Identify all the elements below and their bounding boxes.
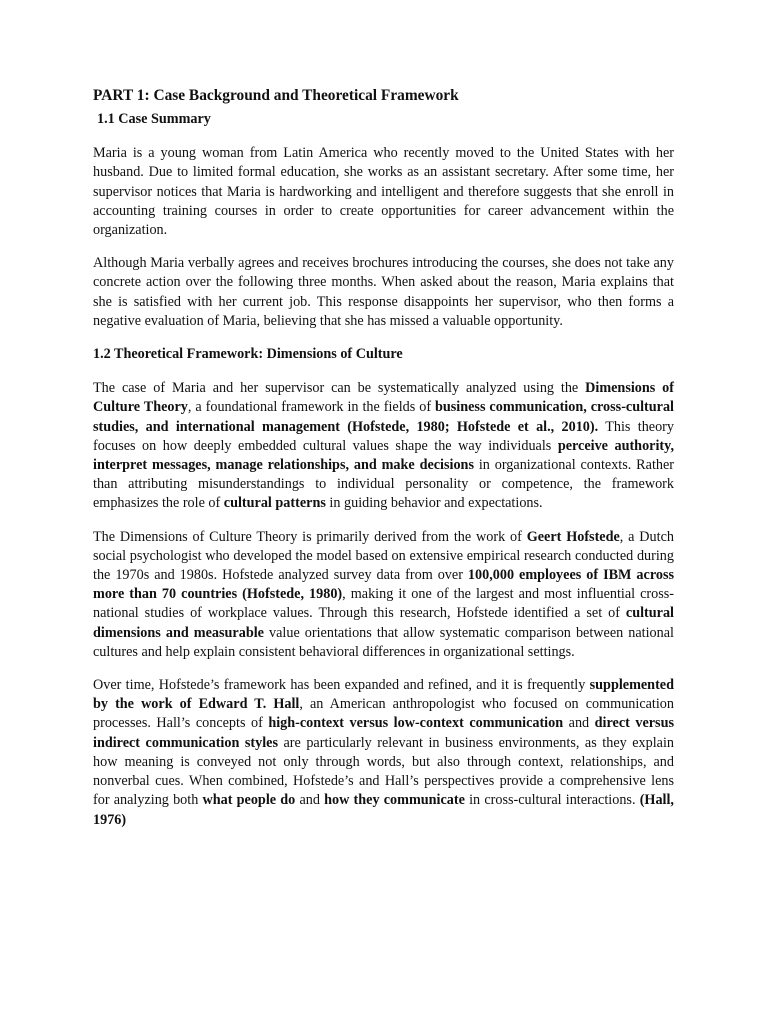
text-run: and bbox=[563, 715, 595, 732]
part-title: PART 1: Case Background and Theoretical Framework bbox=[93, 87, 459, 104]
bold-run: Geert Hofstede bbox=[526, 528, 620, 545]
bold-run: cultural patterns bbox=[223, 495, 326, 512]
bold-run: high-context versus low-context communication bbox=[268, 715, 564, 732]
text-run: The case of Maria and her supervisor can be systematically analyzed using the bbox=[93, 380, 586, 397]
paragraph-hofstede-origin bbox=[93, 528, 674, 662]
section-heading-case-summary: 1.1 Case Summary bbox=[97, 111, 211, 127]
paragraph-theory-overview bbox=[93, 379, 674, 513]
bold-run: Dimensions of Culture Theory bbox=[93, 380, 674, 416]
text-run: and bbox=[295, 792, 325, 809]
bold-run: 100,000 employees of IBM across more than 70 countries (Hofstede, 1980) bbox=[93, 567, 674, 603]
paragraph-case-outcome: Although Maria verbally agrees and receives brochures introducing the courses, she does not take any concrete action over the following three months. When asked about the reason, Maria explains that she is satisfied with her current job. This response disappoints her supervisor, who then forms a negative evaluation of Maria, believing that she has missed a valuable opportunity. bbox=[93, 255, 674, 329]
bold-run: direct versus indirect communication styles bbox=[93, 715, 674, 751]
text-run: This theory focuses on how deeply embedded cultural values shape the way individuals bbox=[93, 418, 674, 454]
text-run: The Dimensions of Culture Theory is primarily derived from the work of bbox=[93, 528, 527, 545]
bold-run: how they communicate bbox=[324, 792, 465, 809]
text-run: are particularly relevant in business environments, as they explain how meaning is conveyed not only through words, but also through context, relationships, and nonverbal cues. When combined, Hofstede’s and Hall’s perspectives provide a comprehensive lens for analyzing both bbox=[93, 734, 674, 809]
text-run: in guiding behavior and expectations. bbox=[325, 495, 543, 512]
text-run: , an American anthropologist who focused on communication processes. Hall’s concepts of bbox=[93, 696, 674, 732]
text-run: , a Dutch social psychologist who developed the model based on extensive empirical research conducted during the 1970s and 1980s. Hofstede analyzed survey data from over bbox=[93, 528, 674, 584]
text-run: in organizational contexts. Rather than attributing misunderstandings to individual personality or competence, the framework emphasizes the role of bbox=[93, 457, 674, 512]
bold-run: supplemented by the work of Edward T. Hall bbox=[93, 677, 674, 713]
bold-run: what people do bbox=[202, 792, 296, 809]
bold-run: cultural dimensions and measurable bbox=[93, 605, 674, 641]
document-body bbox=[93, 86, 674, 830]
bold-run: business communication, cross-cultural studies, and international management (Hofstede, 1980; Hofstede et al., 2010). bbox=[93, 399, 674, 435]
paragraph-hall-extension bbox=[93, 676, 674, 830]
text-run: in cross-cultural interactions. bbox=[464, 792, 640, 809]
bold-run: (Hall, 1976) bbox=[93, 792, 674, 828]
text-run: Over time, Hofstede’s framework has been expanded and refined, and it is frequently bbox=[93, 677, 590, 694]
bold-run: perceive authority, interpret messages, manage relationships, and make decisions bbox=[93, 437, 674, 474]
text-run: , making it one of the largest and most influential cross-national studies of workplace values. Through this research, Hofstede identified a set of bbox=[93, 586, 675, 622]
paragraph-case-intro: Maria is a young woman from Latin America who recently moved to the United States with her husband. Due to limited formal education, she works as an assistant secretary. After some time, her supervisor notices that Maria is hardworking and intelligent and therefore suggests that she enroll in accounting training courses in order to create opportunities for career advancement within the organization. bbox=[93, 145, 674, 239]
section-heading-theoretical-framework: 1.2 Theoretical Framework: Dimensions of Culture bbox=[93, 346, 403, 363]
text-run: , a foundational framework in the fields of bbox=[187, 399, 435, 416]
text-run: value orientations that allow systematic comparison between national cultures and help explain consistent behavioral differences in organizational settings. bbox=[93, 624, 674, 660]
